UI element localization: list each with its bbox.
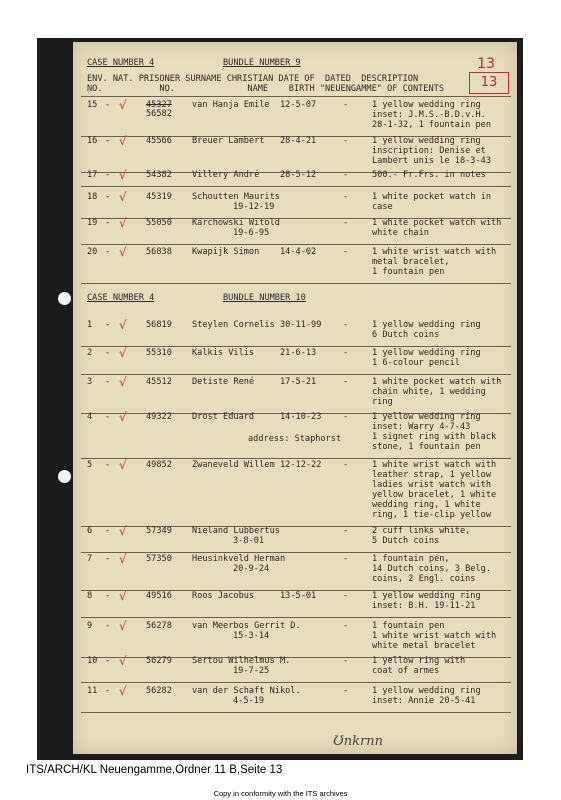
conformity-note: Copy in conformity with the ITS archives — [213, 789, 348, 798]
dated-value: - — [343, 218, 349, 228]
punch-hole — [58, 292, 71, 305]
row-divider — [81, 186, 511, 187]
punch-hole — [58, 470, 71, 483]
dated-value: - — [343, 136, 349, 146]
dated-value: - — [343, 554, 349, 564]
red-check-mark-icon: √ — [119, 318, 127, 332]
description-of-contents: 1 white pocket watch in case — [372, 192, 491, 212]
row-divider — [81, 283, 511, 284]
row-divider — [81, 552, 511, 553]
envelope-number: 19 — [87, 218, 98, 228]
prisoner-number: 56279 — [146, 656, 172, 666]
description-of-contents: 1 yellow ring with coat of armes — [372, 656, 466, 676]
row-dash: - — [105, 591, 111, 601]
red-check-mark-icon: √ — [119, 589, 127, 603]
description-of-contents: 1 fountain pen 1 white wrist watch with white metal bracelet — [372, 621, 497, 651]
dated-value: - — [343, 460, 349, 470]
prisoner-number: 55050 — [146, 218, 172, 228]
red-check-mark-icon: √ — [119, 375, 127, 389]
row-dash: - — [105, 247, 111, 257]
description-of-contents: 1 yellow wedding ring 1 6-colour pencil — [372, 348, 481, 368]
column-headers-line2: NO. NO. NAME BIRTH "NEUENGAMME" OF CONTENTS — [87, 84, 444, 94]
document-page — [73, 42, 517, 754]
prisoner-number: 45512 — [146, 377, 172, 387]
prisoner-number: 56282 — [146, 686, 172, 696]
page-stamp: 13 — [469, 72, 509, 94]
dated-value: - — [343, 656, 349, 666]
dated-value: - — [343, 591, 349, 601]
dated-value: - — [343, 100, 349, 110]
envelope-number: 10 — [87, 656, 98, 666]
header-rule — [81, 96, 511, 97]
prisoner-number: 45319 — [146, 192, 172, 202]
prisoner-number: 45566 — [146, 136, 172, 146]
row-dash: - — [105, 526, 111, 536]
red-check-mark-icon: √ — [119, 216, 127, 230]
description-of-contents: 2 cuff links white, 5 Dutch coins — [372, 526, 471, 546]
birth-date: 14-10-23 — [280, 412, 322, 422]
envelope-number: 6 — [87, 526, 93, 536]
address-note: address: Staphorst — [248, 434, 342, 444]
dated-value: - — [343, 621, 349, 631]
red-check-mark-icon: √ — [119, 346, 127, 360]
row-divider — [81, 458, 511, 459]
dated-value: - — [343, 348, 349, 358]
row-dash: - — [105, 656, 111, 666]
birth-date: 28-5-12 — [280, 170, 317, 180]
row-divider — [81, 374, 511, 375]
prisoner-number: 56819 — [146, 320, 172, 330]
prisoner-name: Detiste René — [192, 377, 255, 387]
prisoner-name: van Hanja Emile — [192, 100, 270, 110]
description-of-contents: 1 yellow wedding ring inset: B.H. 19-11-21 — [372, 591, 481, 611]
prisoner-number: 55310 — [146, 348, 172, 358]
envelope-number: 11 — [87, 686, 98, 696]
prisoner-number: 57350 — [146, 554, 172, 564]
red-check-mark-icon: √ — [119, 134, 127, 148]
prisoner-number: 49516 — [146, 591, 172, 601]
dated-value: - — [343, 247, 349, 257]
row-divider — [81, 682, 511, 683]
prisoner-number: 49322 — [146, 412, 172, 422]
envelope-number: 9 — [87, 621, 93, 631]
row-dash: - — [105, 460, 111, 470]
prisoner-number: 57349 — [146, 526, 172, 536]
birth-date: 12-5-07 — [280, 100, 317, 110]
description-of-contents: 1 yellow wedding ring inset: Annie 20-5-41 — [372, 686, 481, 706]
prisoner-name: Heusinkveld Herman — [192, 554, 286, 564]
row-dash: - — [105, 320, 111, 330]
dated-value: - — [343, 377, 349, 387]
red-check-mark-icon: √ — [119, 524, 127, 538]
birth-date: 15-3-14 — [233, 631, 270, 641]
red-check-mark-icon: √ — [119, 458, 127, 472]
bundle-number-header-2: BUNDLE NUMBER 10 — [223, 293, 306, 303]
prisoner-name: van Meerbos Gerrit D. — [192, 621, 301, 631]
prisoner-name: Drost Eduard — [192, 412, 255, 422]
bundle-number-header: BUNDLE NUMBER 9 — [223, 58, 301, 68]
row-divider — [81, 712, 511, 713]
birth-date: 19-7-25 — [233, 666, 270, 676]
description-of-contents: 1 white wrist watch with metal bracelet, 1 fountain pen — [372, 247, 497, 277]
prisoner-number: 56278 — [146, 621, 172, 631]
envelope-number: 17 — [87, 170, 98, 180]
prisoner-name: Roos Jacobus — [192, 591, 255, 601]
envelope-number: 7 — [87, 554, 93, 564]
envelope-number: 2 — [87, 348, 93, 358]
prisoner-name: Villery André — [192, 170, 260, 180]
dated-value: - — [343, 686, 349, 696]
prisoner-name: Kalkis Vilis — [192, 348, 255, 358]
prisoner-number-struck: 45327 — [146, 100, 172, 110]
row-dash: - — [105, 348, 111, 358]
envelope-number: 4 — [87, 412, 93, 422]
row-divider — [81, 617, 511, 618]
dated-value: - — [343, 192, 349, 202]
prisoner-number: 56582 — [146, 109, 172, 119]
row-dash: - — [105, 554, 111, 564]
signature-scribble: Ʊnkrnn — [333, 734, 383, 749]
birth-date: 19-12-19 — [233, 202, 275, 212]
row-divider — [81, 244, 511, 245]
dated-value: - — [343, 526, 349, 536]
red-check-mark-icon: √ — [119, 619, 127, 633]
row-dash: - — [105, 686, 111, 696]
row-dash: - — [105, 218, 111, 228]
description-of-contents: 1 white pocket watch with chain white, 1 wedding ring — [372, 377, 502, 407]
red-check-mark-icon: √ — [119, 410, 127, 424]
prisoner-name: Sertou Wilhelmus M. — [192, 656, 291, 666]
row-dash: - — [105, 136, 111, 146]
red-check-mark-icon: √ — [119, 552, 127, 566]
description-of-contents: 1 fountain pen, 14 Dutch coins, 3 Belg. coins, 2 Engl. coins — [372, 554, 491, 584]
prisoner-number: 54382 — [146, 170, 172, 180]
dated-value: - — [343, 170, 349, 180]
prisoner-name: Breuer Lambert — [192, 136, 265, 146]
prisoner-name: Kwapijk Simon — [192, 247, 260, 257]
birth-date: 4-5-19 — [233, 696, 265, 706]
description-of-contents: 1 white pocket watch with white chain — [372, 218, 502, 238]
envelope-number: 8 — [87, 591, 93, 601]
row-dash: - — [105, 170, 111, 180]
row-dash: - — [105, 412, 111, 422]
envelope-number: 5 — [87, 460, 93, 470]
description-of-contents: 500.- Fr.Frs. in notes — [372, 170, 486, 180]
row-dash: - — [105, 100, 111, 110]
row-divider — [81, 346, 511, 347]
prisoner-name: Zwaneveld Willem — [192, 460, 275, 470]
prisoner-name: Nieland Lubbertus — [192, 526, 280, 536]
red-check-mark-icon: √ — [119, 654, 127, 668]
birth-date: 3-8-01 — [233, 536, 265, 546]
description-of-contents: 1 yellow wedding ring inset: J.M.S.-B.D.v.H. 28-1-32, 1 fountain pen — [372, 100, 491, 130]
envelope-number: 3 — [87, 377, 93, 387]
description-of-contents: 1 yellow wedding ring inset: Warry 4-7-43 1 signet ring with black stone, 1 fountain pen — [372, 412, 497, 452]
red-check-mark-icon: √ — [119, 245, 127, 259]
birth-date: 13-5-01 — [280, 591, 317, 601]
dated-value: - — [343, 320, 349, 330]
envelope-number: 18 — [87, 192, 98, 202]
prisoner-name: Karchowski Witold — [192, 218, 280, 228]
prisoner-name: van der Schaft Nikol. — [192, 686, 301, 696]
red-check-mark-icon: √ — [119, 190, 127, 204]
description-of-contents: 1 yellow wedding ring 6 Dutch coins — [372, 320, 481, 340]
archive-reference: ITS/ARCH/KL Neuengamme,Ordner 11 B,Seite 13 — [26, 764, 283, 776]
envelope-number: 15 — [87, 100, 98, 110]
envelope-number: 20 — [87, 247, 98, 257]
birth-date: 12-12-22 — [280, 460, 322, 470]
prisoner-number: 56838 — [146, 247, 172, 257]
red-check-mark-icon: √ — [119, 98, 127, 112]
birth-date: 21-6-13 — [280, 348, 317, 358]
description-of-contents: 1 white wrist watch with leather strap, 1 yellow ladies wrist watch with yellow bracelet, 1 white wedding ring, 1 white ring, 1 tie-clip yellow — [372, 460, 497, 520]
birth-date: 19-6-95 — [233, 228, 270, 238]
dated-value: - — [343, 412, 349, 422]
prisoner-name: Steylen Cornelis — [192, 320, 275, 330]
red-check-mark-icon: √ — [119, 168, 127, 182]
red-check-mark-icon: √ — [119, 684, 127, 698]
row-dash: - — [105, 377, 111, 387]
column-headers-line1: ENV. NAT. PRISONER SURNAME CHRISTIAN DATE OF DATED DESCRIPTION — [87, 74, 419, 84]
birth-date: 30-11-99 — [280, 320, 322, 330]
birth-date: 17-5-21 — [280, 377, 317, 387]
birth-date: 20-9-24 — [233, 564, 270, 574]
description-of-contents: 1 yellow wedding ring inscription: Denise et Lambert unis le 18-3-43 — [372, 136, 491, 166]
envelope-number: 16 — [87, 136, 98, 146]
row-dash: - — [105, 621, 111, 631]
prisoner-number: 49852 — [146, 460, 172, 470]
envelope-number: 1 — [87, 320, 93, 330]
case-number-header: CASE NUMBER 4 — [87, 58, 155, 68]
birth-date: 14-4-02 — [280, 247, 317, 257]
case-number-header-2: CASE NUMBER 4 — [87, 293, 155, 303]
row-dash: - — [105, 192, 111, 202]
birth-date: 28-4-21 — [280, 136, 317, 146]
prisoner-name: Schoutten Maurits — [192, 192, 280, 202]
handwritten-page-number: 13 — [477, 56, 495, 72]
